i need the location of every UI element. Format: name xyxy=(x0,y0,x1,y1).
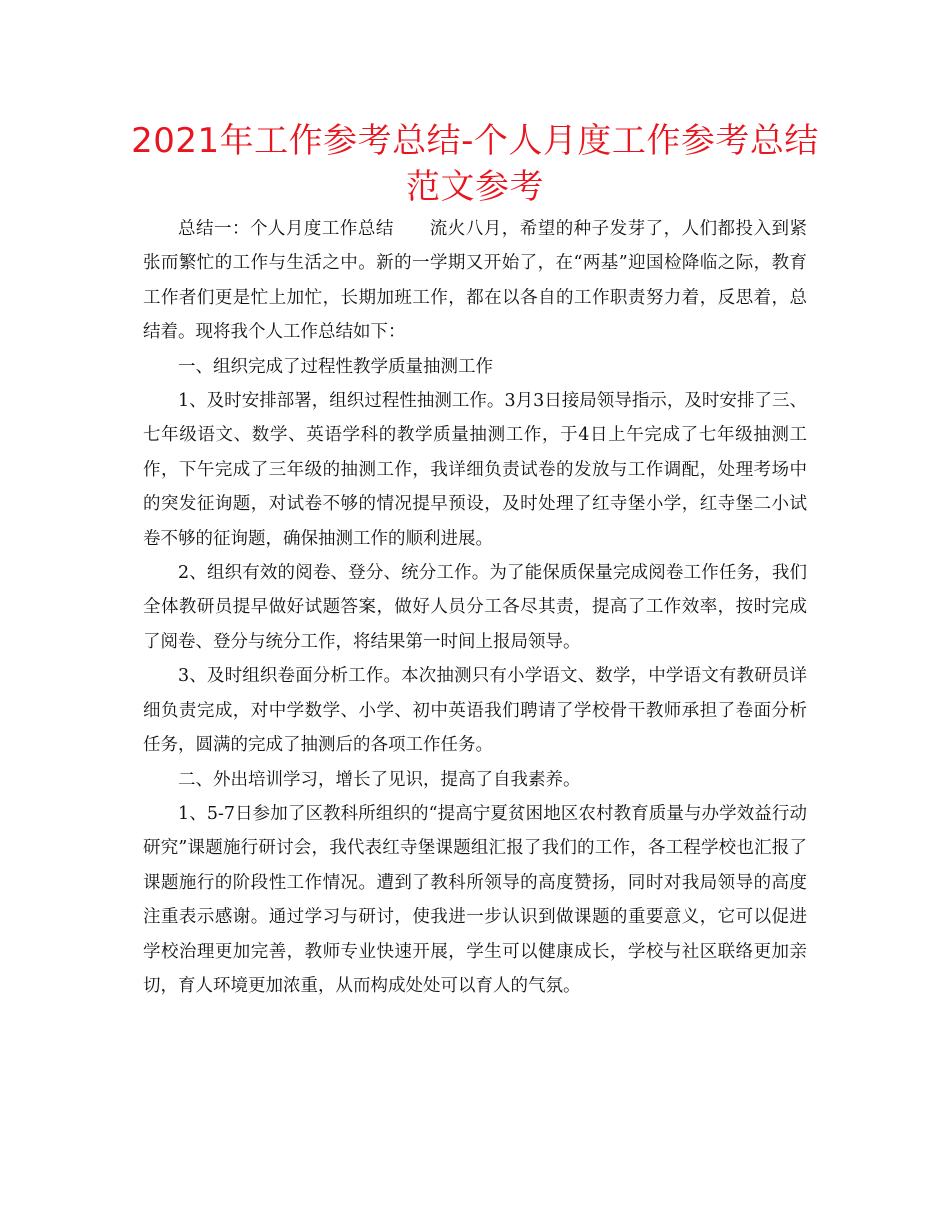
document-title: 2021年工作参考总结-个人月度工作参考总结范文参考 xyxy=(131,121,819,207)
section-heading-2: 二、外出培训学习，增长了见识，提高了自我素养。 xyxy=(178,769,581,790)
paragraph-intro: 总结一：个人月度工作总结 流火八月，希望的种子发芽了，人们都投入到紧张而繁忙的工作与生活之中。新的一学期又开始了，在“两基”迎国检降临之际，教育工作者们更是忙上加忙，长期加班工作，都在以各自的工作职责努力着，反思着，总结着。现将我个人工作总结如下： xyxy=(143,219,807,343)
paragraph-2-1: 1、5-7日参加了区教科所组织的“提高宁夏贫困地区农村教育质量与办学效益行动研究”课题施行研讨会，我代表红寺堡课题组汇报了我们的工作，各工程学校也汇报了课题施行的阶段性工作情况。遭到了教科所领导的高度赞扬，同时对我局领导的高度注重表示感谢。通过学习与研讨，使我进一步认识到做课题的重要意义，它可以促进学校治理更加完善，教师专业快速开展，学生可以健康成长，学校与社区联络更加亲切，育人环境更加浓重，从而构成处处可以育人的气氛。 xyxy=(143,803,807,996)
paragraph-1-3: 3、及时组织卷面分析工作。本次抽测只有小学语文、数学，中学语文有教研员详细负责完成，对中学数学、小学、初中英语我们聘请了学校骨干教师承担了卷面分析任务，圆满的完成了抽测后的各项工作任务。 xyxy=(143,666,807,756)
document-body xyxy=(143,212,807,1003)
section-heading-1: 一、组织完成了过程性教学质量抽测工作 xyxy=(178,356,493,377)
paragraph-1-2: 2、组织有效的阅卷、登分、统分工作。为了能保质保量完成阅卷工作任务，我们全体教研员提早做好试题答案，做好人员分工各尽其责，提高了工作效率，按时完成了阅卷、登分与统分工作，将结果第一时间上报局领导。 xyxy=(143,563,807,652)
paragraph-1-1: 1、及时安排部署，组织过程性抽测工作。3月3日接局领导指示，及时安排了三、七年级语文、数学、英语学科的教学质量抽测工作，于4日上午完成了七年级抽测工作，下午完成了三年级的抽测工作，我详细负责试卷的发放与工作调配，处理考场中的突发征询题，对试卷不够的情况提早预设，及时处理了红寺堡小学，红寺堡二小试卷不够的征询题，确保抽测工作的顺利进展。 xyxy=(143,391,807,549)
